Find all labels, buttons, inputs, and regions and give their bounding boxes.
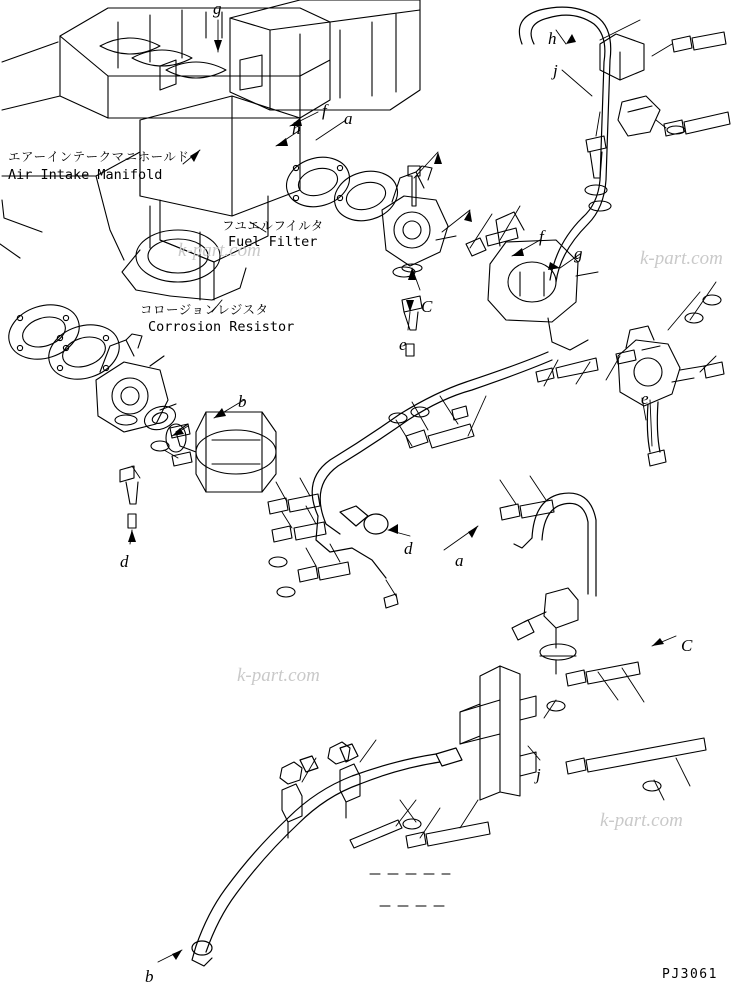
callout-h-right: h	[548, 29, 557, 48]
hose-center-long	[312, 352, 552, 578]
air-intake-manifold-label-en: Air Intake Manifold	[8, 167, 163, 183]
callout-e-upper: e	[399, 335, 407, 354]
callout-g-top: g	[213, 0, 222, 18]
bottom-clamp-brackets	[282, 764, 402, 848]
callout-b-mid: b	[238, 392, 247, 411]
bottom-valve-assembly	[512, 588, 578, 674]
callout-h-top: h	[292, 119, 301, 138]
watermark-right-lower: k-part.com	[600, 810, 683, 831]
manifold-upper-casting	[230, 0, 420, 110]
callout-d-left: d	[120, 552, 129, 571]
left-filter-canister	[166, 412, 276, 492]
air-intake-manifold-body	[60, 8, 330, 118]
callout-j-lower: j	[536, 765, 541, 784]
callout-j-right: j	[553, 61, 558, 80]
center-pump-housing	[382, 166, 456, 277]
callout-c-upper: C	[421, 297, 433, 316]
hose-right-vertical	[647, 402, 660, 452]
fasteners-center-row	[389, 295, 724, 520]
fasteners-left-row	[120, 424, 398, 608]
callout-f-top: f	[322, 101, 327, 120]
corrosion-resistor-label-jp: コロージョンレジスタ	[140, 302, 269, 317]
hose-right-loop	[514, 493, 596, 596]
callout-a-mid: a	[455, 551, 464, 570]
corrosion-resistor-label-en: Corrosion Resistor	[148, 319, 295, 335]
callout-c-lower: C	[681, 636, 693, 655]
manifold-outlet-flanges	[281, 150, 404, 228]
callout-e-right: e	[641, 389, 649, 408]
manifold-lower-flange-block	[122, 96, 300, 300]
watermark-center: k-part.com	[237, 665, 320, 686]
fuel-filter-label-jp: フユエルフイルタ	[222, 218, 324, 233]
right-lower-housing	[618, 326, 694, 406]
bottom-bracket	[460, 666, 536, 800]
air-intake-manifold-label-jp: エアーインテークマニホールド	[8, 149, 190, 164]
callout-d-mid: d	[404, 539, 413, 558]
fasteners-upper	[402, 166, 518, 356]
callout-b-bottom: b	[145, 967, 154, 986]
fuel-filter-label-en: Fuel Filter	[228, 234, 318, 250]
watermark-left-upper: k-part.com	[178, 240, 261, 261]
drawing-number: PJ3061	[662, 967, 718, 982]
watermark-right-upper: k-part.com	[640, 248, 723, 269]
bottom-tube-assembly	[192, 744, 462, 966]
callout-a-top: a	[344, 109, 353, 128]
callout-g-mid: g	[574, 244, 583, 263]
bottom-dashes	[370, 874, 452, 906]
left-gasket-small	[115, 402, 179, 434]
left-gasket-pair	[2, 296, 127, 388]
callout-f-mid: f	[539, 227, 544, 246]
